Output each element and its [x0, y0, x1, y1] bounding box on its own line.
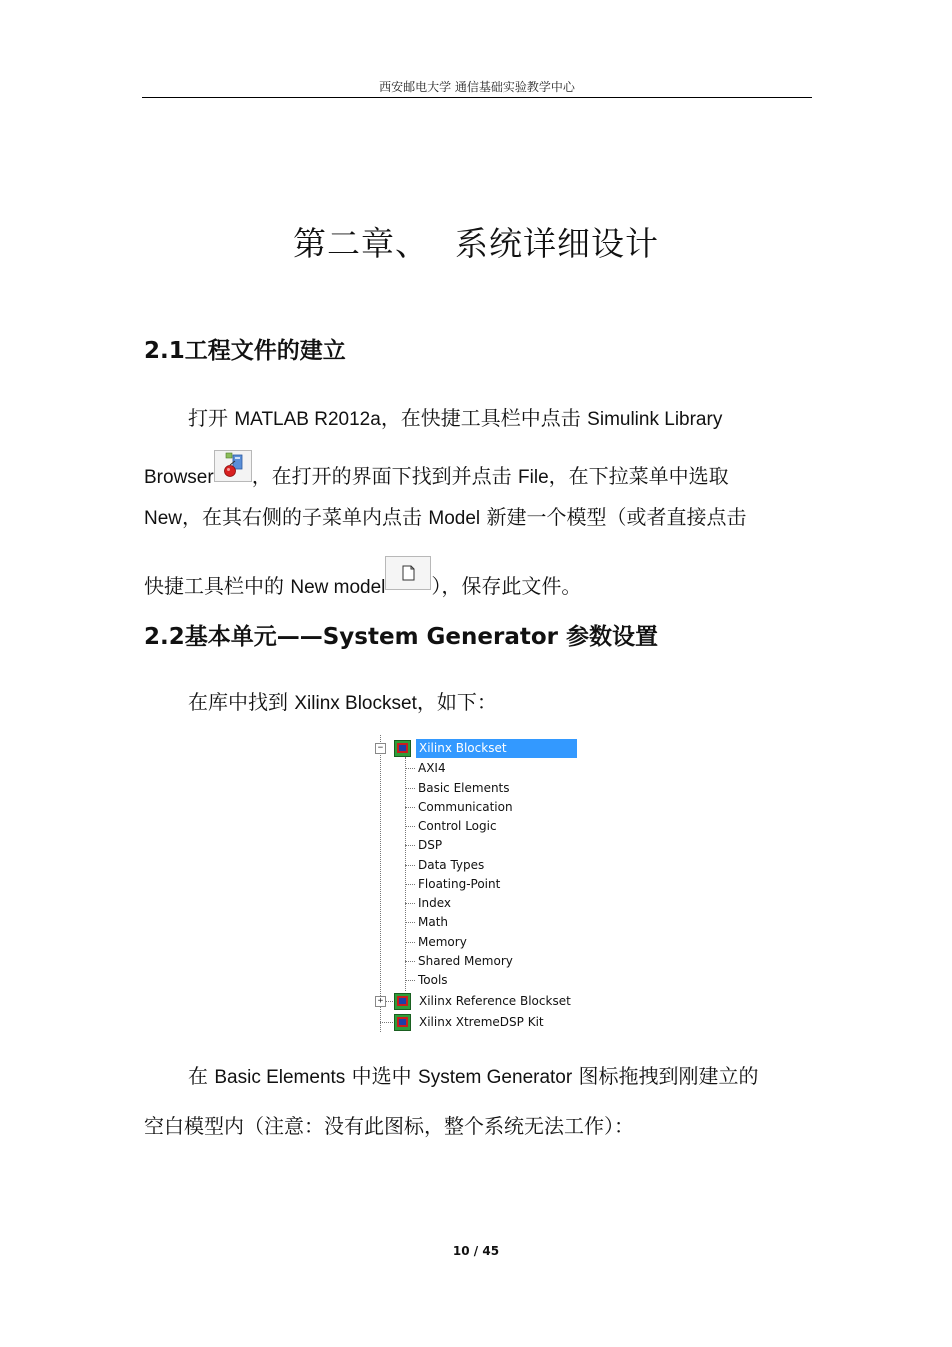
text: ，在其右侧的子菜单内点击: [182, 505, 429, 529]
tree-root-label: Xilinx XtremeDSP Kit: [419, 1015, 544, 1029]
tree-item-label: Shared Memory: [418, 954, 513, 968]
library-tree: [372, 735, 580, 1032]
text: Simulink Library: [587, 409, 723, 430]
text: 快捷工具栏中的: [144, 574, 291, 598]
para3-line1: [188, 1060, 759, 1089]
new-model-icon[interactable]: [385, 556, 431, 590]
library-icon: [394, 740, 411, 757]
text: 在: [188, 1064, 215, 1088]
text: ，在下拉菜单中选取: [548, 464, 729, 488]
text: New: [144, 508, 183, 529]
tree-root-label: Xilinx Blockset: [416, 739, 577, 758]
tree-guide-root: [380, 735, 381, 1032]
chapter-number: 第二章、: [293, 224, 429, 263]
text: Xilinx Blockset: [294, 693, 417, 714]
tree-item-label: Memory: [418, 935, 467, 949]
text: ，在打开的界面下找到并点击: [251, 464, 519, 488]
simulink-library-browser-icon[interactable]: [214, 450, 252, 482]
text: File: [518, 467, 549, 488]
tree-item-label: Data Types: [418, 858, 485, 872]
tree-item-label: Index: [418, 896, 452, 910]
collapse-icon[interactable]: −: [375, 743, 386, 754]
text: ，如下：: [416, 690, 497, 714]
tree-item-label: Basic Elements: [418, 781, 510, 795]
section-heading-2-2: 2.2基本单元——System Generator 参数设置: [144, 624, 659, 650]
section-heading-2-1: 2.1工程文件的建立: [144, 338, 346, 364]
text: ），保存此文件。: [431, 574, 582, 598]
library-icon: [394, 1014, 411, 1031]
chapter-name: 系统详细设计: [455, 224, 659, 263]
tree-root-xilinx-blockset[interactable]: [372, 739, 580, 758]
page-number: 10 / 45: [452, 1244, 500, 1258]
tree-guide-children: [405, 757, 406, 991]
text: 中选中: [345, 1064, 419, 1088]
para3-line2: 空白模型内（注意：没有此图标，整个系统无法工作）：: [144, 1114, 634, 1138]
para1-line2: [144, 450, 729, 489]
header-rule: [142, 97, 812, 98]
text: Basic Elements: [214, 1067, 346, 1088]
text: Browser: [144, 467, 214, 488]
library-icon: [394, 993, 411, 1010]
text: MATLAB R2012a: [234, 409, 381, 430]
text: 新建一个模型（或者直接点击: [480, 505, 747, 529]
tree-root-label: Xilinx Reference Blockset: [419, 994, 571, 1008]
chapter-title: [0, 218, 952, 265]
page-header: 西安邮电大学 通信基础实验教学中心: [379, 80, 575, 94]
text: 图标拖拽到刚建立的: [572, 1064, 759, 1088]
tree-item-label: Tools: [418, 973, 448, 987]
tree-root-xilinx-xtremedsp-kit[interactable]: [372, 1013, 580, 1032]
text: ，在快捷工具栏中点击: [380, 406, 588, 430]
text: 在库中找到: [188, 690, 295, 714]
para1-line4: [144, 556, 581, 599]
text: System Generator: [418, 1067, 573, 1088]
tree-item-label: Floating-Point: [418, 877, 501, 891]
text: New model: [290, 577, 386, 598]
tree-item-label: Math: [418, 915, 449, 929]
tree-item-label: Control Logic: [418, 819, 497, 833]
tree-item-label: AXI4: [418, 761, 446, 775]
tree-item-label: Communication: [418, 800, 513, 814]
text: 打开: [188, 406, 235, 430]
tree-root-xilinx-reference-blockset[interactable]: [372, 992, 580, 1011]
text: Model: [428, 508, 481, 529]
tree-item-label: DSP: [418, 838, 443, 852]
para1-line1: [188, 402, 722, 431]
expand-icon[interactable]: +: [375, 996, 386, 1007]
para1-line3: [144, 501, 746, 530]
para2-line: [188, 686, 497, 715]
